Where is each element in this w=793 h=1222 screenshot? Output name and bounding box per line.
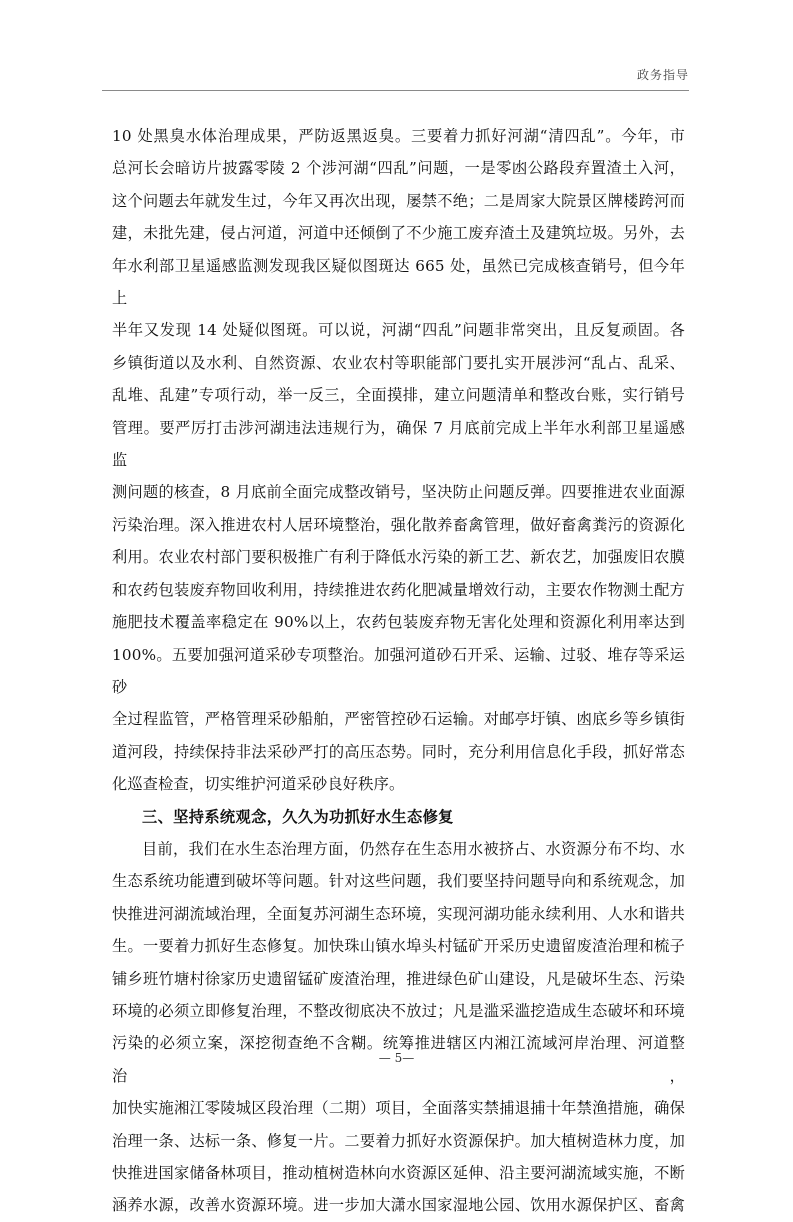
text-line: 环境的必须立即修复治理，不整改彻底决不放过；凡是滥采滥挖造成生态破坏和环境 — [112, 1001, 685, 1020]
text-line: 总河长会暗访片披露零陵 2 个涉河湖“四乱”问题，一是零凼公路段弃置渣土入河， — [112, 159, 685, 178]
text-line: 测问题的核查，8 月底前全面完成整改销号，坚决防止问题反弹。四要推进农业面源 — [112, 483, 685, 502]
text-line: 年水利部卫星遥感监测发现我区疑似图斑达 665 处，虽然已完成核查销号，但今年上 — [112, 256, 685, 308]
text-line: 这个问题去年就发生过，今年又再次出现，屡禁不绝；二是周家大院景区牌楼跨河而 — [112, 191, 685, 210]
paragraph-1 — [112, 120, 685, 801]
text-line: 半年又发现 14 处疑似图斑。可以说，河湖“四乱”问题非常突出，且反复顽固。各 — [112, 321, 685, 340]
text-line: 快推进河湖流域治理，全面复苏河湖生态环境，实现河湖功能永续利用、人水和谐共 — [112, 904, 685, 923]
text-line: 10 处黑臭水体治理成果，严防返黑返臭。三要着力抓好河湖“清四乱”。今年，市 — [112, 127, 685, 145]
text-line: 施肥技术覆盖率稳定在 90%以上，农药包装废弃物无害化处理和资源化利用率达到 — [112, 613, 685, 632]
text-line: 建，未批先建，侵占河道，河道中还倾倒了不少施工废弃渣土及建筑垃圾。另外，去 — [112, 224, 685, 243]
text-line: 和农药包装废弃物回收利用，持续推进农药化肥减量增效行动，主要农作物测土配方 — [112, 580, 685, 599]
header-divider — [102, 90, 689, 91]
running-header: 政务指导 — [636, 68, 689, 82]
text-line: 目前，我们在水生态治理方面，仍然存在生态用水被挤占、水资源分布不均、水 — [142, 839, 685, 858]
text-line: 污染治理。深入推进农村人居环境整治，强化散养畜禽管理，做好畜禽粪污的资源化 — [112, 515, 685, 534]
text-line: 利用。农业农村部门要积极推广有利于降低水污染的新工艺、新农艺，加强废旧农膜 — [112, 548, 685, 567]
text-line: 快推进国家储备林项目，推动植树造林向水资源区延伸、沿主要河湖流域实施，不断 — [112, 1164, 685, 1182]
text-line: 乡镇街道以及水利、自然资源、农业农村等职能部门要扎实开展涉河“乱占、乱采、 — [112, 353, 685, 372]
text-line: 加快实施湘江零陵城区段治理（二期）项目，全面落实禁捕退捕十年禁渔措施，确保 — [112, 1099, 685, 1118]
text-line: 生。一要着力抓好生态修复。加快珠山镇水埠头村锰矿开采历史遗留废渣治理和梳子 — [112, 937, 685, 956]
text-line: 乱堆、乱建”专项行动，举一反三，全面摸排，建立问题清单和整改台账，实行销号 — [112, 386, 685, 405]
text-line: 化巡查检查，切实维护河道采砂良好秩序。 — [112, 775, 405, 794]
text-line: 道河段，持续保持非法采砂严打的高压态势。同时，充分利用信息化手段，抓好常态 — [112, 742, 685, 761]
text-line: 100%。五要加强河道采砂专项整治。加强河道砂石开采、运输、过驳、堆存等采运砂 — [112, 645, 685, 696]
text-line: 铺乡班竹塘村徐家历史遗留锰矿废渣治理，推进绿色矿山建设，凡是破坏生态、污染 — [112, 969, 685, 988]
text-line: 治理一条、达标一条、修复一片。二要着力抓好水资源保护。加大植树造林力度，加 — [112, 1131, 685, 1150]
text-line: 生态系统功能遭到破坏等问题。针对这些问题，我们要坚持问题导向和系统观念，加 — [112, 872, 685, 891]
section-heading: 三、坚持系统观念，久久为功抓好水生态修复 — [142, 807, 454, 826]
text-line: 污染的必须立案，深挖彻查绝不含糊。统筹推进辖区内湘江流域河岸治理、河道整治， — [112, 1034, 685, 1085]
paragraph-2 — [112, 833, 685, 1222]
text-line: 涵养水源，改善水资源环境。进一步加大潇水国家湿地公园、饮用水源保护区、畜禽 — [112, 1196, 685, 1215]
text-line: 管理。要严厉打击涉河湖违法违规行为，确保 7 月底前完成上半年水利部卫星遥感监 — [112, 418, 685, 470]
text-line: 全过程监管，严格管理采砂船舶，严密管控砂石运输。对邮亭圩镇、凼底乡等乡镇街 — [112, 710, 685, 729]
page-number: — 5— — [378, 1051, 415, 1065]
